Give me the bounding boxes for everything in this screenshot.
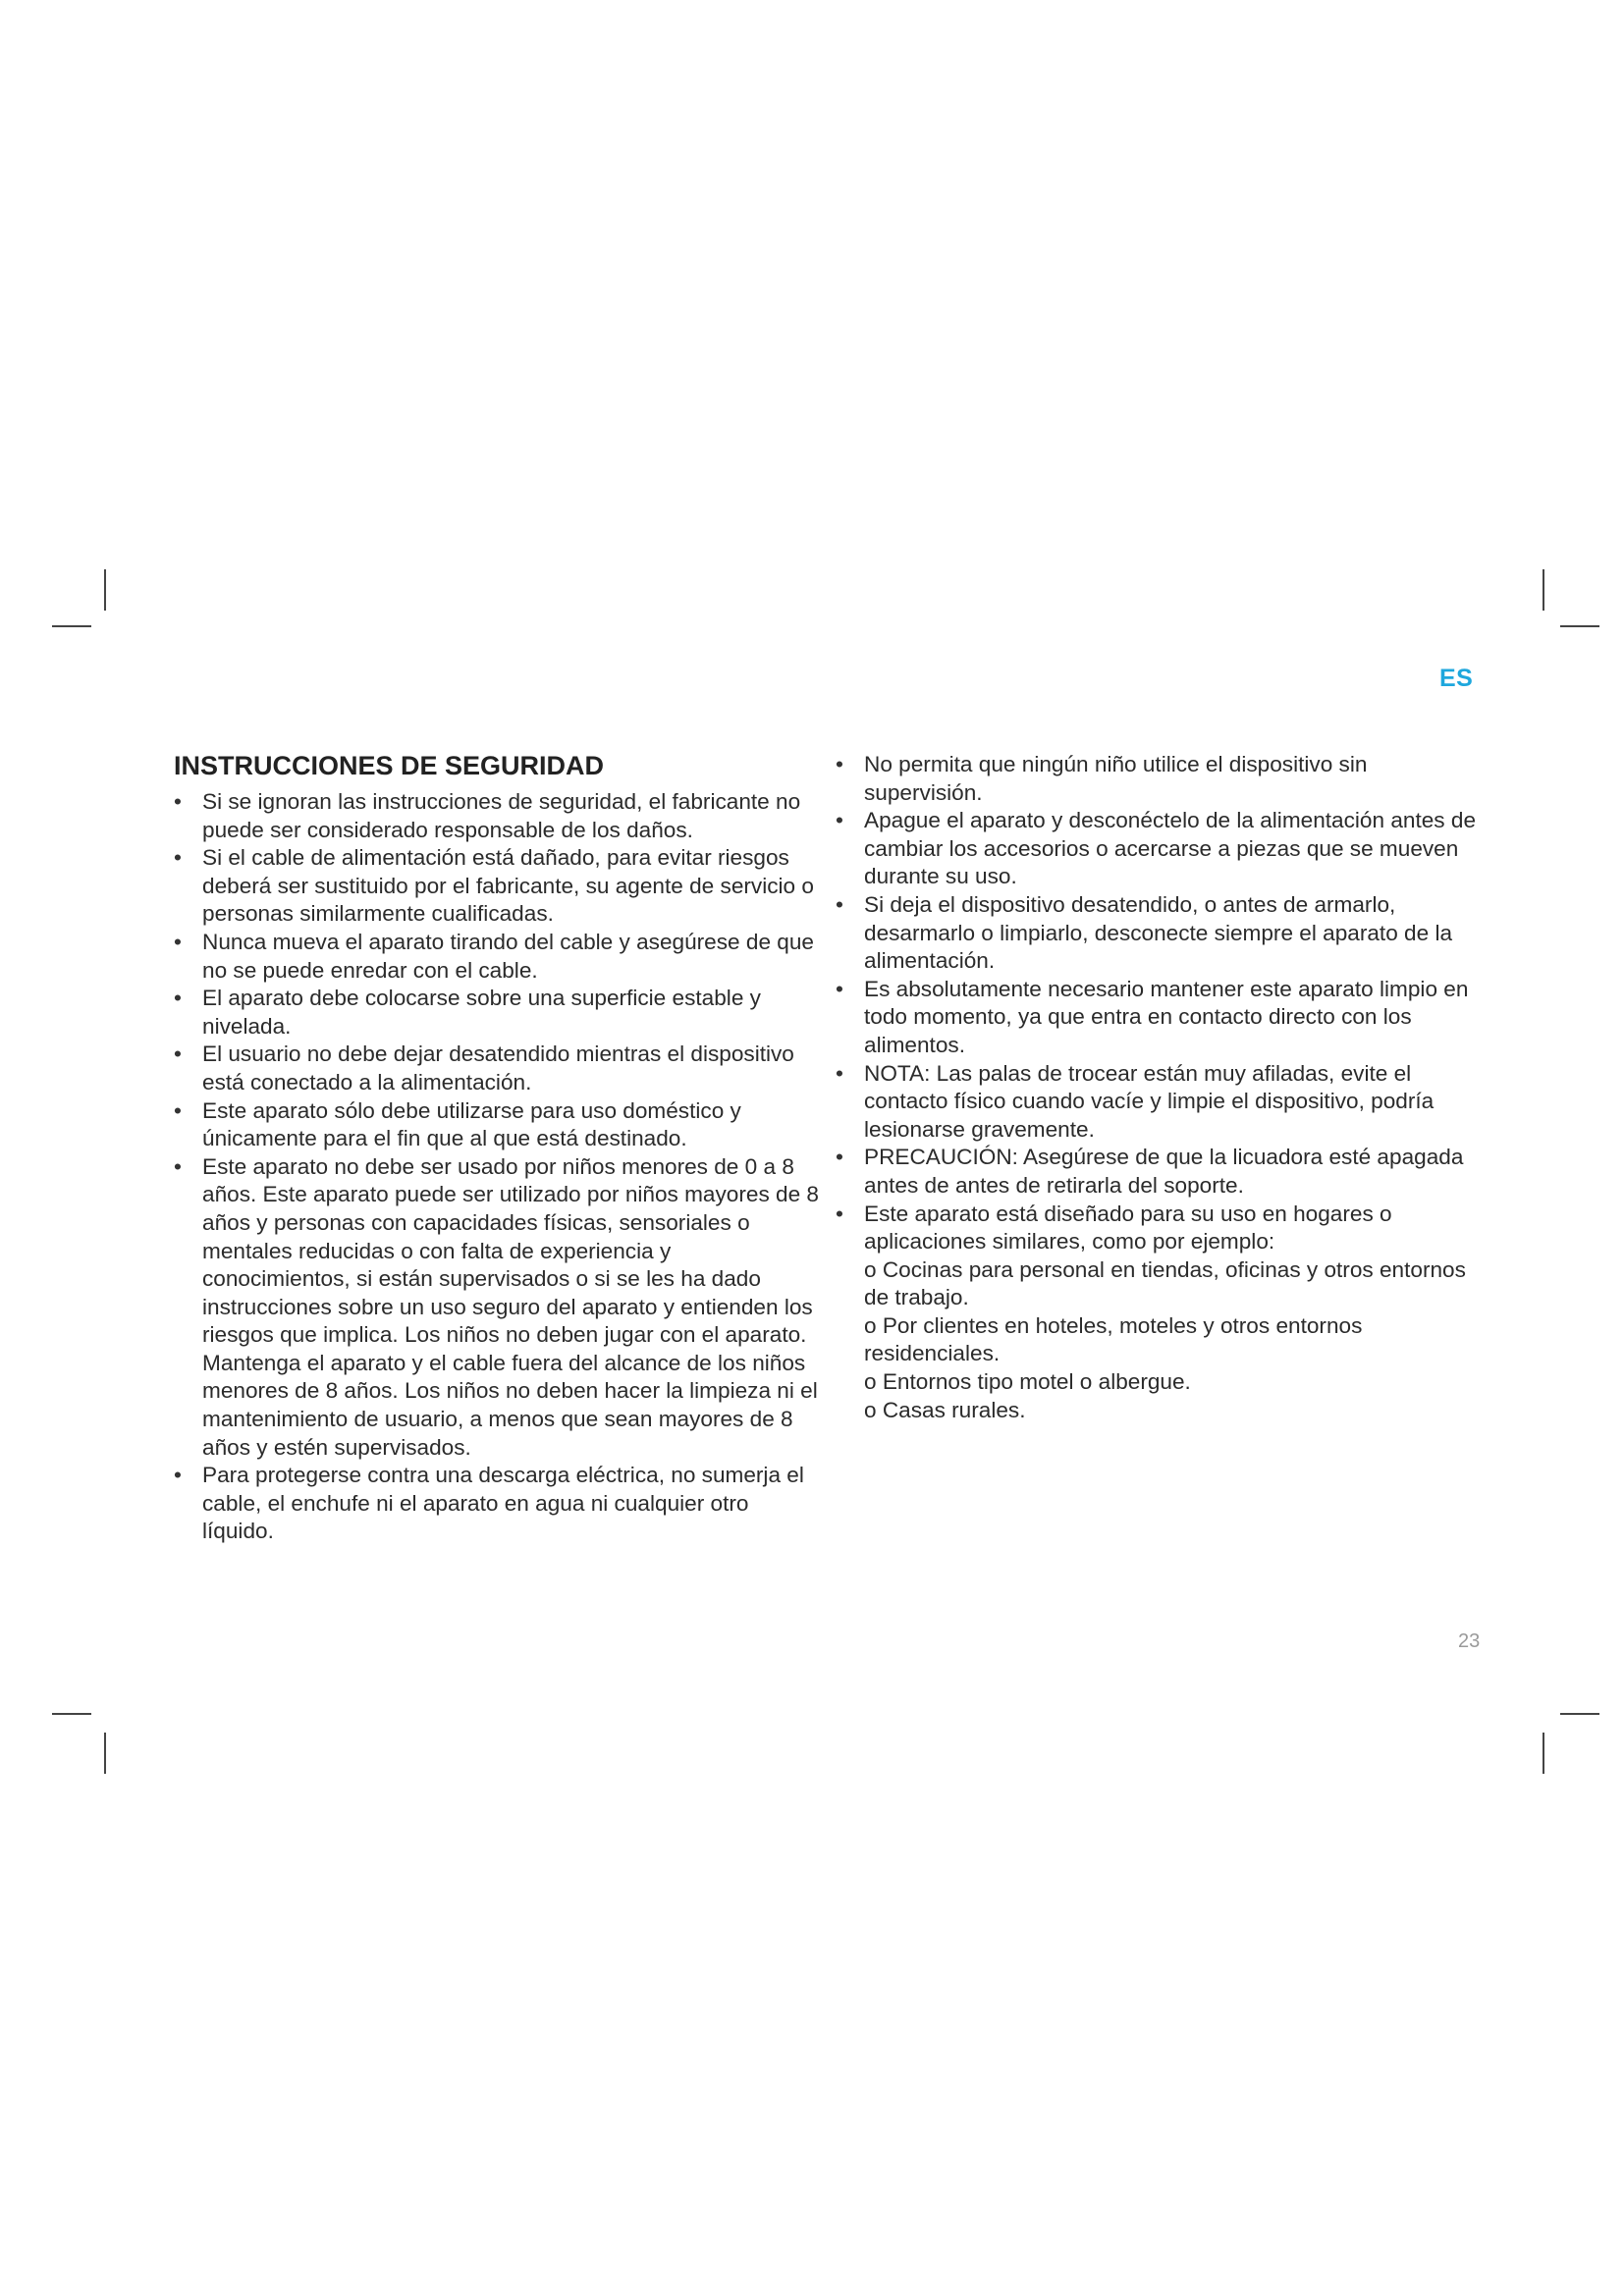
crop-mark-top-right-horizontal [1560, 625, 1599, 627]
list-item: • Si deja el dispositivo desatendido, o antes de armarlo, desarmarlo o limpiarlo, desconecte siempre el aparato de la alimentación. [836, 891, 1484, 976]
list-item: • El usuario no debe dejar desatendido mientras el dispositivo está conectado a la alimentación. [174, 1041, 822, 1096]
list-item: • Si se ignoran las instrucciones de seguridad, el fabricante no puede ser considerado responsable de los daños. [174, 788, 822, 844]
safety-list-left [174, 788, 822, 1546]
crop-mark-bottom-left-horizontal [52, 1713, 91, 1715]
safety-list-right [836, 751, 1484, 1424]
list-item: • Es absolutamente necesario mantener este aparato limpio en todo momento, ya que entra en contacto directo con los alimentos. [836, 976, 1484, 1060]
crop-mark-bottom-right-horizontal [1560, 1713, 1599, 1715]
crop-mark-top-left-vertical [104, 569, 106, 611]
section-title: INSTRUCCIONES DE SEGURIDAD [174, 751, 605, 780]
sub-item: o Entornos tipo motel o albergue. [864, 1369, 1191, 1395]
list-item: • Este aparato sólo debe utilizarse para uso doméstico y únicamente para el fin que al que está destinado. [174, 1097, 822, 1153]
left-column [174, 741, 822, 1546]
crop-mark-top-right-vertical [1543, 569, 1544, 611]
sub-item: o Casas rurales. [864, 1397, 1026, 1422]
list-item: • Si el cable de alimentación está dañado, para evitar riesgos deberá ser sustituido por el fabricante, su agente de servicio o personas similarmente cualificadas. [174, 844, 822, 929]
crop-mark-bottom-right-vertical [1543, 1733, 1544, 1774]
list-item: • NOTA: Las palas de trocear están muy afiladas, evite el contacto físico cuando vacíe y limpie el dispositivo, podría lesionarse gravemente. [836, 1060, 1484, 1145]
sub-item: o Por clientes en hoteles, moteles y otros entornos residenciales. [864, 1312, 1363, 1366]
right-column [836, 751, 1484, 1424]
crop-mark-top-left-horizontal [52, 625, 91, 627]
sub-item: o Cocinas para personal en tiendas, oficinas y otros entornos de trabajo. [864, 1256, 1466, 1310]
list-item: • No permita que ningún niño utilice el dispositivo sin supervisión. [836, 751, 1484, 807]
crop-mark-bottom-left-vertical [104, 1733, 106, 1774]
list-item: • Para protegerse contra una descarga eléctrica, no sumerja el cable, el enchufe ni el aparato en agua ni cualquier otro líquido. [174, 1462, 822, 1546]
list-item: • Apague el aparato y desconéctelo de la alimentación antes de cambiar los accesorios o acercarse a piezas que se mueven durante su uso. [836, 807, 1484, 891]
list-item: • Nunca mueva el aparato tirando del cable y asegúrese de que no se puede enredar con el cable. [174, 929, 822, 985]
page-number: 23 [1458, 1630, 1481, 1652]
list-item-with-subitems [836, 1201, 1484, 1425]
list-item-text: • Este aparato está diseñado para su uso en hogares o aplicaciones similares, como por ejemplo: [864, 1201, 1392, 1255]
list-item: • El aparato debe colocarse sobre una superficie estable y nivelada. [174, 985, 822, 1041]
list-item: • PRECAUCIÓN: Asegúrese de que la licuadora esté apagada antes de antes de retirarla del soporte. [836, 1144, 1484, 1200]
list-item: • Este aparato no debe ser usado por niños menores de 0 a 8 años. Este aparato puede ser utilizado por niños mayores de 8 años y personas con capacidades físicas, sensoriales o mentales reducidas o con falta de experiencia y conocimientos, si están supervisados o si se les ha dado instrucciones sobre un uso seguro del aparato y entienden los riesgos que implica. Los niños no deben jugar con el aparato. Mantenga el aparato y el cable fuera del alcance de los niños menores de 8 años. Los niños no deben hacer la limpieza ni el mantenimiento de usuario, a menos que sean mayores de 8 años y estén supervisados. [174, 1153, 822, 1463]
language-tag: ES [1439, 665, 1474, 692]
